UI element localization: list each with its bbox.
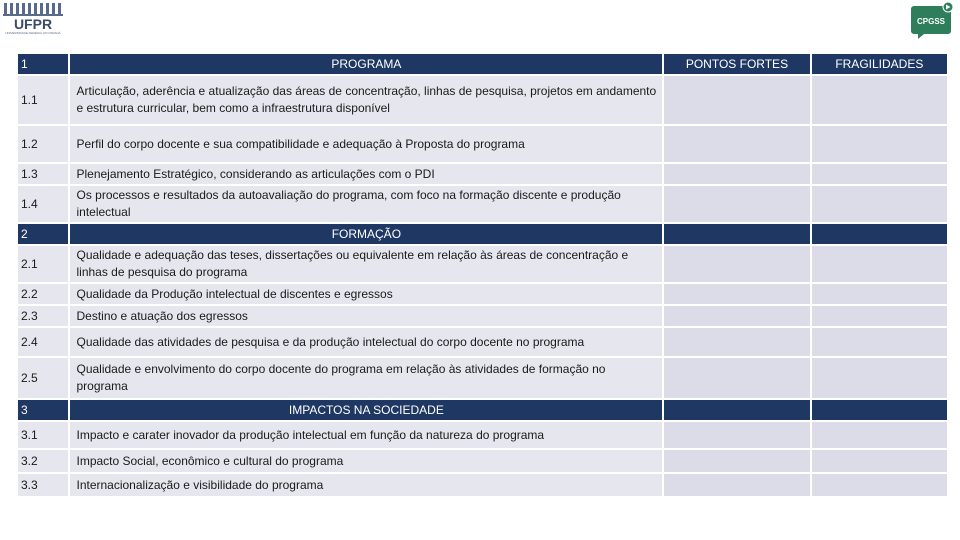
strengths-cell[interactable] [664,164,809,184]
strengths-cell[interactable] [664,474,809,496]
row-description: Articulação, aderência e atualização das áreas de concentração, linhas de pesquisa, projetos em andamento e estrutura curricular, bem como a infraestrutura disponível [70,76,662,124]
row-number: 1.1 [18,76,68,124]
row-number: 1.2 [18,126,68,162]
row-number: 2.1 [18,246,68,282]
column-header-weaknesses: FRAGILIDADES [812,54,947,74]
row-description: Qualidade da Produção intelectual de discentes e egressos [70,284,662,304]
section-header-formacao [18,224,947,244]
strengths-cell[interactable] [664,306,809,326]
strengths-cell[interactable] [664,126,809,162]
section-number: 2 [18,224,68,244]
table-row [18,284,947,304]
strengths-cell[interactable] [664,186,809,222]
weaknesses-cell[interactable] [812,186,947,222]
table-row [18,450,947,472]
table-row [18,186,947,222]
weaknesses-cell[interactable] [812,76,947,124]
weaknesses-cell[interactable] [812,358,947,398]
cpgss-logo [910,0,956,40]
table-row [18,306,947,326]
row-description: Qualidade e envolvimento do corpo docente do programa em relação às atividades de formação no programa [70,358,662,398]
section-number: 3 [18,400,68,420]
strengths-cell[interactable] [664,246,809,282]
table-row [18,164,947,184]
row-description: Impacto e carater inovador da produção intelectual em função da natureza do programa [70,422,662,448]
section-header-blank [664,400,809,420]
row-number: 2.4 [18,328,68,356]
row-description: Impacto Social, econômico e cultural do programa [70,450,662,472]
row-number: 1.4 [18,186,68,222]
row-number: 3.3 [18,474,68,496]
ufpr-wordmark: UFPR [13,16,53,32]
weaknesses-cell[interactable] [812,328,947,356]
strengths-cell[interactable] [664,76,809,124]
row-number: 3.1 [18,422,68,448]
weaknesses-cell[interactable] [812,284,947,304]
weaknesses-cell[interactable] [812,474,947,496]
section-header-blank [664,224,809,244]
row-number: 2.2 [18,284,68,304]
strengths-cell[interactable] [664,422,809,448]
section-header-blank [812,400,947,420]
row-description: Qualidade e adequação das teses, dissertações ou equivalente em relação às áreas de concentração e linhas de pesquisa do programa [70,246,662,282]
weaknesses-cell[interactable] [812,164,947,184]
weaknesses-cell[interactable] [812,126,947,162]
table-row [18,126,947,162]
table-row [18,76,947,124]
row-number: 1.3 [18,164,68,184]
section-title: PROGRAMA [70,54,662,74]
evaluation-table [16,52,949,498]
weaknesses-cell[interactable] [812,450,947,472]
strengths-cell[interactable] [664,284,809,304]
row-number: 2.5 [18,358,68,398]
section-header-impactos [18,400,947,420]
ufpr-logo [2,2,66,36]
section-title: IMPACTOS NA SOCIEDADE [70,400,662,420]
table-row [18,474,947,496]
section-title: FORMAÇÃO [70,224,662,244]
column-header-strengths: PONTOS FORTES [664,54,809,74]
weaknesses-cell[interactable] [812,422,947,448]
ufpr-subtitle: UNIVERSIDADE FEDERAL DO PARANÁ [5,31,61,35]
section-header-programa [18,54,947,74]
section-header-blank [812,224,947,244]
table-row [18,246,947,282]
cpgss-wordmark: CPGSS [916,17,946,26]
table-row [18,358,947,398]
table-row [18,328,947,356]
strengths-cell[interactable] [664,358,809,398]
table-row [18,422,947,448]
row-description: Plenejamento Estratégico, considerando as articulações com o PDI [70,164,662,184]
weaknesses-cell[interactable] [812,246,947,282]
row-number: 3.2 [18,450,68,472]
row-description: Internacionalização e visibilidade do programa [70,474,662,496]
row-description: Perfil do corpo docente e sua compatibilidade e adequação à Proposta do programa [70,126,662,162]
strengths-cell[interactable] [664,328,809,356]
row-number: 2.3 [18,306,68,326]
strengths-cell[interactable] [664,450,809,472]
section-number: 1 [18,54,68,74]
row-description: Qualidade das atividades de pesquisa e da produção intelectual do corpo docente no programa [70,328,662,356]
row-description: Destino e atuação dos egressos [70,306,662,326]
weaknesses-cell[interactable] [812,306,947,326]
row-description: Os processos e resultados da autoavaliação do programa, com foco na formação discente e produção intelectual [70,186,662,222]
